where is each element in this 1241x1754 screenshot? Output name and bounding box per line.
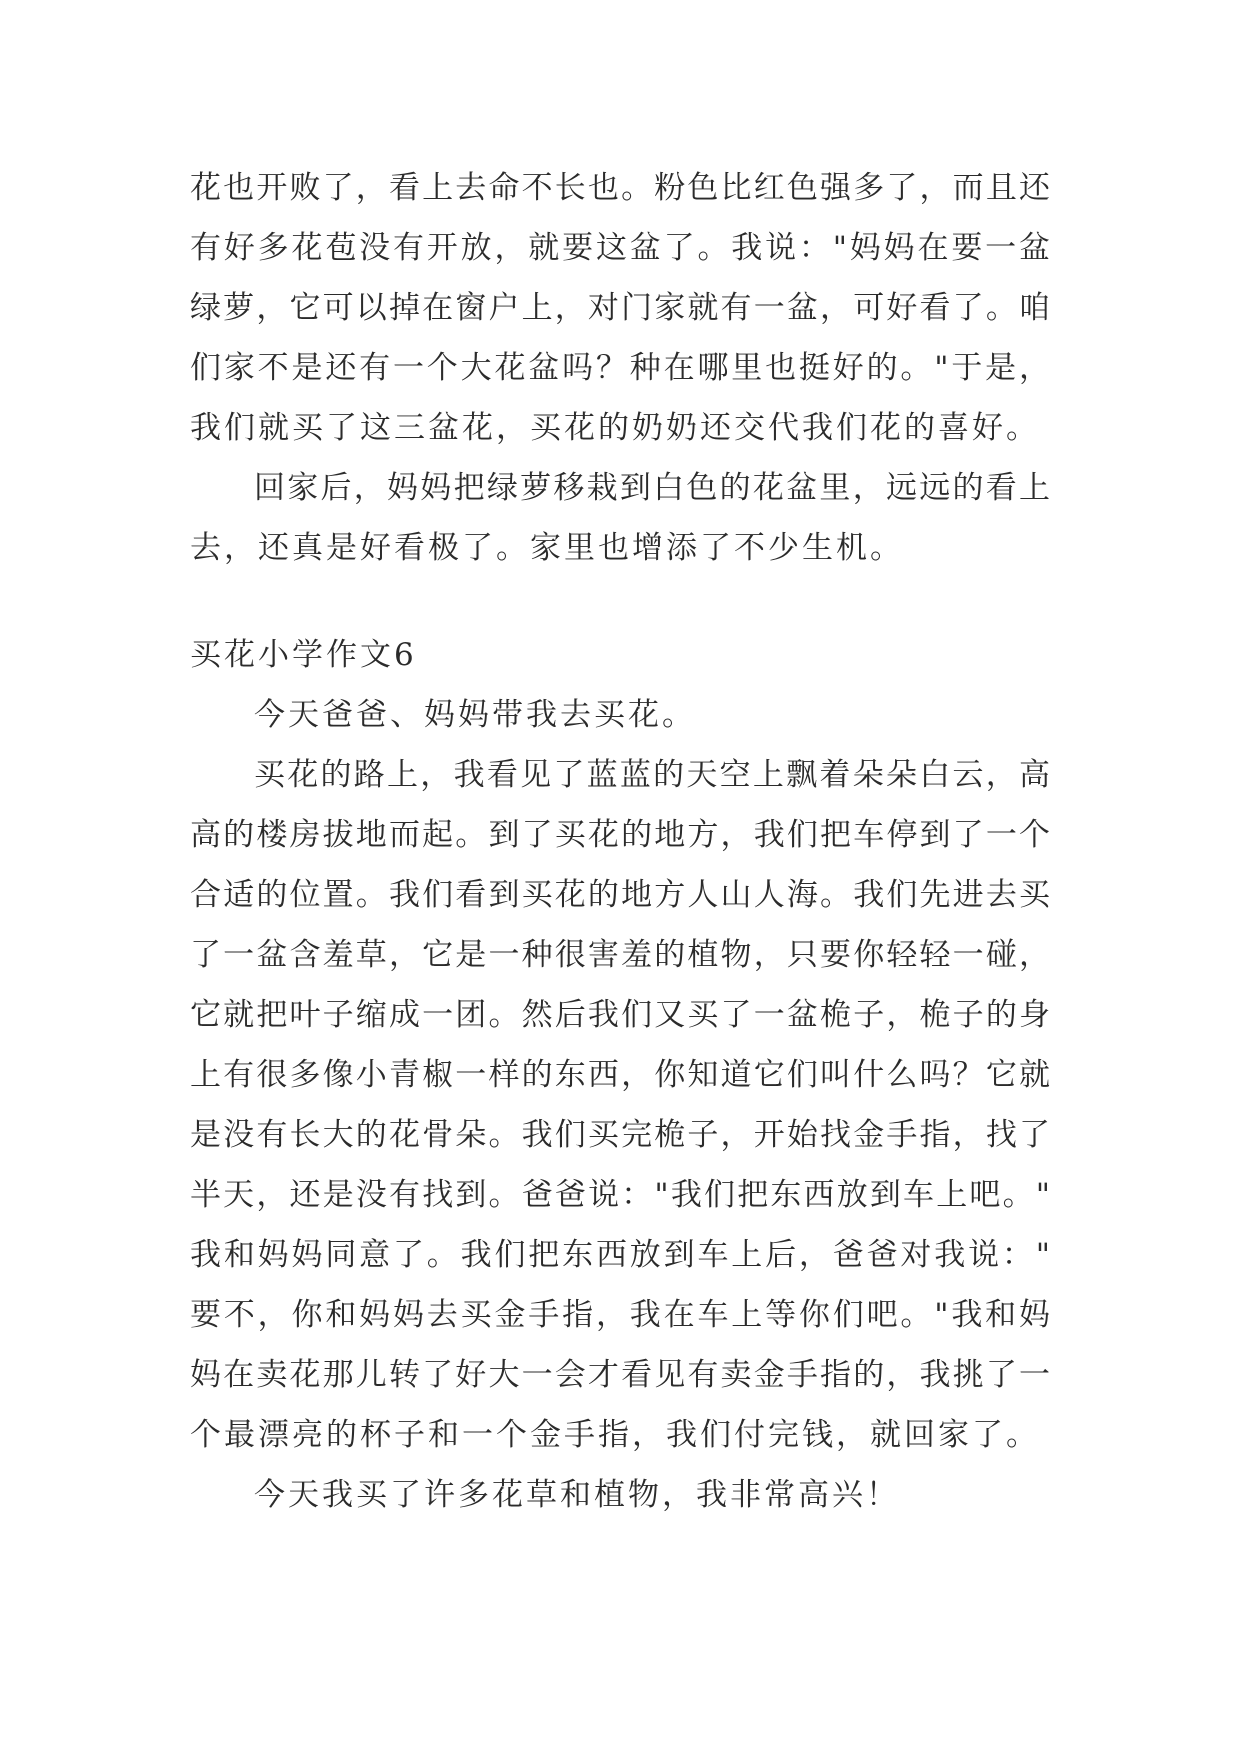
section-title: 买花小学作文6 <box>190 637 417 673</box>
paragraph <box>190 458 1050 578</box>
text-line: 高的楼房拔地而起。到了买花的地方，我们把车停到了一个 <box>190 817 1050 853</box>
text-line: 妈在卖花那儿转了好大一会才看见有卖金手指的，我挑了一 <box>190 1357 1050 1393</box>
text-line: 上有很多像小青椒一样的东西，你知道它们叫什么吗？它就 <box>190 1057 1050 1093</box>
text-line: 它就把叶子缩成一团。然后我们又买了一盆桅子，桅子的身 <box>190 997 1050 1033</box>
text-line: 回家后，妈妈把绿萝移栽到白色的花盆里，远远的看上 <box>254 470 1050 506</box>
section-spacer <box>190 578 1050 625</box>
text-line: 买花的路上，我看见了蓝蓝的天空上飘着朵朵白云，高 <box>254 757 1050 793</box>
text-line: 花也开败了，看上去命不长也。粉色比红色强多了，而且还 <box>190 170 1050 206</box>
paragraph <box>190 685 1050 745</box>
text-line: 有好多花苞没有开放，就要这盆了。我说："妈妈在要一盆 <box>190 230 1050 266</box>
paragraph <box>190 1465 1050 1525</box>
text-line: 今天我买了许多花草和植物，我非常高兴！ <box>254 1477 900 1513</box>
text-line: 们家不是还有一个大花盆吗？种在哪里也挺好的。"于是， <box>190 350 1050 386</box>
text-line: 合适的位置。我们看到买花的地方人山人海。我们先进去买 <box>190 877 1050 913</box>
paragraph <box>190 745 1050 1465</box>
text-line: 我们就买了这三盆花，买花的奶奶还交代我们花的喜好。 <box>190 410 1040 446</box>
document-body <box>190 158 1050 1525</box>
text-line: 了一盆含羞草，它是一种很害羞的植物，只要你轻轻一碰， <box>190 937 1050 973</box>
text-line: 是没有长大的花骨朵。我们买完桅子，开始找金手指，找了 <box>190 1117 1050 1153</box>
text-line: 去，还真是好看极了。家里也增添了不少生机。 <box>190 530 904 566</box>
text-line: 绿萝，它可以掉在窗户上，对门家就有一盆，可好看了。咱 <box>190 290 1050 326</box>
text-line: 今天爸爸、妈妈带我去买花。 <box>254 697 696 733</box>
text-line: 我和妈妈同意了。我们把东西放到车上后，爸爸对我说：" <box>190 1237 1050 1273</box>
text-line: 要不，你和妈妈去买金手指，我在车上等你们吧。"我和妈 <box>190 1297 1050 1333</box>
text-line: 个最漂亮的杯子和一个金手指，我们付完钱，就回家了。 <box>190 1417 1040 1453</box>
paragraph <box>190 158 1050 458</box>
text-line: 半天，还是没有找到。爸爸说："我们把东西放到车上吧。" <box>190 1177 1050 1213</box>
